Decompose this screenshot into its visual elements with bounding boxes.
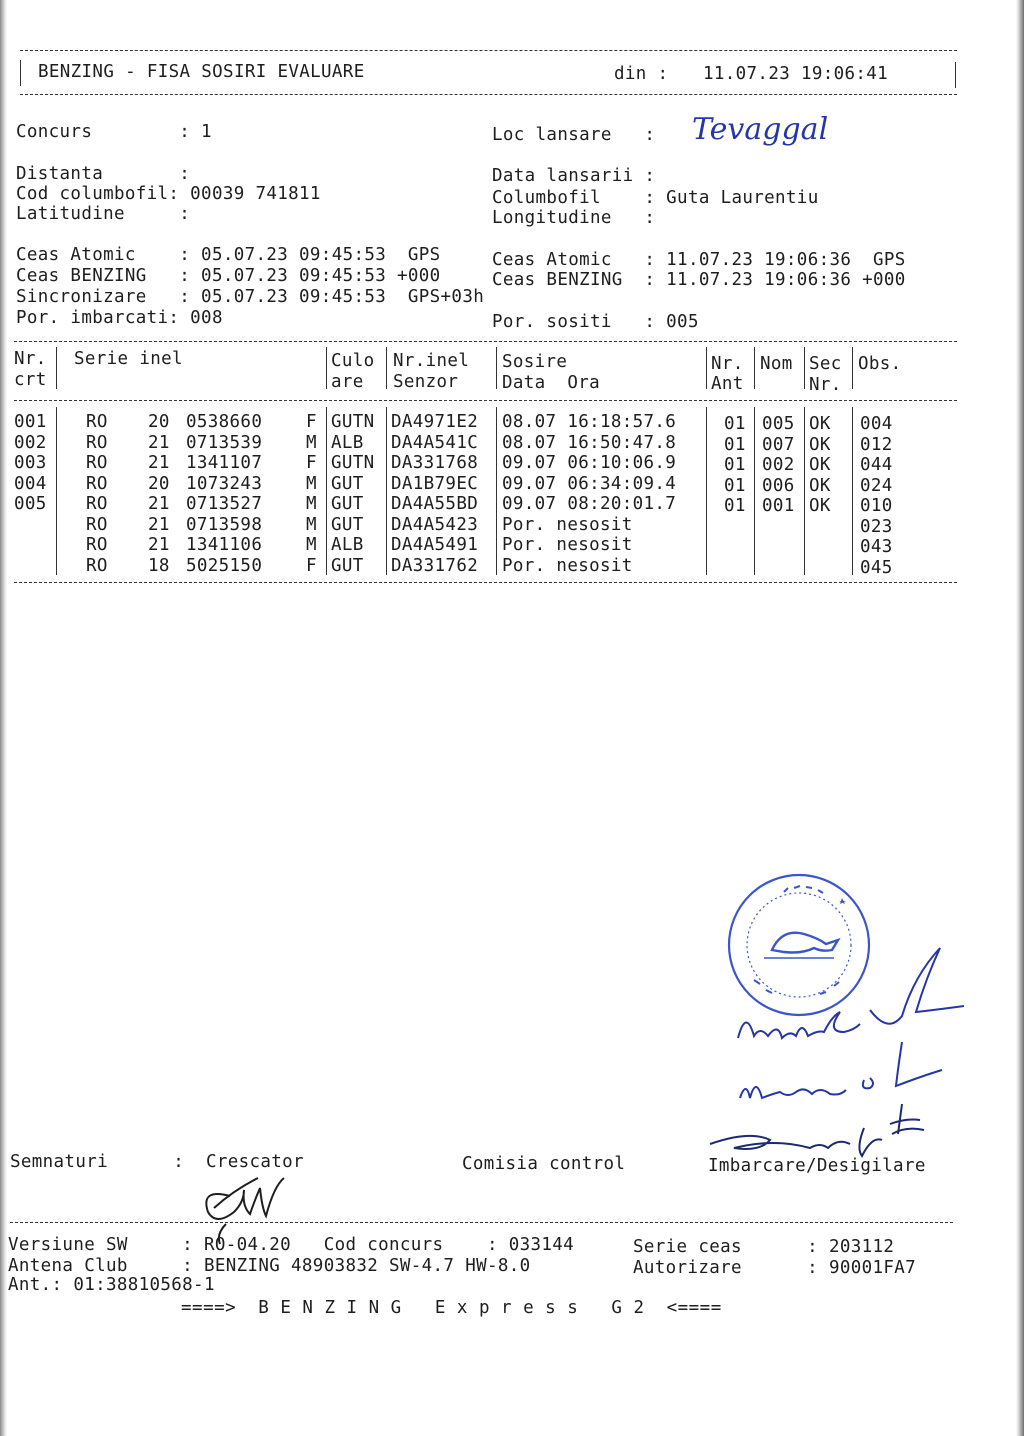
th-sosire: Sosire [502, 352, 568, 372]
cell-senzor: DA1B79EC [391, 473, 479, 494]
cell-inel: 1341107 [186, 453, 263, 473]
cell-tara: RO [86, 535, 108, 555]
cell-culoare: GUTN [331, 453, 375, 473]
cell-inel: 0713527 [186, 494, 263, 514]
cell-nom: 005 [762, 414, 795, 434]
cell-an: 18 [148, 555, 170, 576]
latitudine: Latitudine : [16, 204, 191, 224]
imbarcare-desigilare: Imbarcare/Desigilare [708, 1156, 926, 1176]
cell-sex: M [306, 432, 317, 453]
cell-sex: F [306, 412, 317, 432]
signature-2-icon [740, 1042, 942, 1098]
cell-nom: 001 [762, 496, 795, 516]
cell-nr: 004 [14, 473, 47, 494]
cell-tara: RO [86, 473, 108, 494]
cell-inel: 5025150 [186, 555, 263, 576]
cell-sosire: Por. nesosit [502, 514, 633, 535]
ceas-atomic-start: Ceas Atomic : 05.07.23 09:45:53 GPS [16, 245, 441, 265]
cell-obs: 024 [860, 475, 893, 496]
ceas-benzing-start: Ceas BENZING : 05.07.23 09:45:53 +000 [16, 266, 441, 286]
header-left-bar [20, 60, 21, 86]
ceas-atomic-end: Ceas Atomic : 11.07.23 19:06:36 GPS [492, 250, 906, 270]
cell-an: 21 [148, 494, 170, 514]
col-sep [706, 407, 707, 575]
cell-senzor: DA331762 [391, 555, 479, 576]
cell-senzor: DA4A541C [391, 432, 479, 453]
cell-ant: 01 [724, 434, 746, 455]
concurs: Concurs : 1 [16, 122, 212, 142]
cell-sosire: Por. nesosit [502, 555, 633, 576]
cell-inel: 1341106 [186, 535, 263, 555]
cell-an: 21 [148, 432, 170, 453]
col-sep [386, 407, 387, 575]
cell-obs: 004 [860, 414, 893, 434]
cell-sex: M [306, 473, 317, 494]
cell-nom: 007 [762, 434, 795, 455]
cell-senzor: DA4971E2 [391, 412, 479, 432]
comisia-control: Comisia control [462, 1154, 626, 1174]
header-top-border [20, 50, 957, 51]
table-bottom-border [14, 582, 957, 583]
cell-sex: M [306, 514, 317, 535]
cell-sec: OK [809, 434, 831, 455]
cell-ant: 01 [724, 475, 746, 496]
col-sep [804, 407, 805, 575]
cell-culoare: GUTN [331, 412, 375, 432]
col-sep [326, 407, 327, 575]
col-sep [852, 347, 853, 389]
th-nr-ant: Nr. [711, 354, 744, 374]
cell-nr: 005 [14, 494, 47, 514]
cell-sosire: 08.07 16:50:47.8 [502, 432, 677, 453]
porumbei-sositi: Por. sositi : 005 [492, 312, 699, 332]
th-nr-inel: Nr.inel [393, 351, 470, 371]
cell-culoare: ALB [331, 432, 364, 453]
cell-sosire: 09.07 08:20:01.7 [502, 494, 677, 514]
cell-an: 20 [148, 412, 170, 432]
cell-culoare: GUT [331, 494, 364, 514]
cell-obs: 044 [860, 455, 893, 475]
pigeon-icon [772, 933, 838, 953]
cell-senzor: DA331768 [391, 453, 479, 473]
th-ant: Ant [711, 374, 744, 394]
signature-3-icon [710, 1104, 924, 1156]
cell-nr: 001 [14, 412, 47, 432]
cell-ant: 01 [724, 455, 746, 475]
longitudine: Longitudine : [492, 208, 656, 228]
cell-tara: RO [86, 514, 108, 535]
th-data-ora: Data Ora [502, 373, 600, 393]
cell-senzor: DA4A55BD [391, 494, 479, 514]
th-senzor: Senzor [393, 372, 459, 392]
th-serie-inel: Serie inel [74, 349, 183, 369]
cell-obs: 012 [860, 434, 893, 455]
cell-an: 20 [148, 473, 170, 494]
th-nom: Nom [760, 354, 793, 374]
col-sep [754, 407, 755, 575]
col-sep [326, 347, 327, 389]
ceas-benzing-end: Ceas BENZING : 11.07.23 19:06:36 +000 [492, 270, 906, 290]
cell-nr: 002 [14, 432, 47, 453]
cell-an: 21 [148, 514, 170, 535]
cell-ant: 01 [724, 496, 746, 516]
cell-inel: 0538660 [186, 412, 263, 432]
commission-signatures [730, 960, 1010, 1160]
col-sep [56, 347, 57, 389]
cell-nom: 002 [762, 455, 795, 475]
header-bottom-border [20, 94, 957, 95]
cell-inel: 0713598 [186, 514, 263, 535]
cell-an: 21 [148, 535, 170, 555]
table-header-border [14, 400, 957, 401]
stamp-star-icon [839, 898, 846, 904]
cell-sex: M [306, 535, 317, 555]
th-sec: Sec [809, 354, 842, 374]
cell-sex: M [306, 494, 317, 514]
th-crt: crt [14, 370, 47, 390]
footer-border [10, 1222, 953, 1223]
cell-culoare: GUT [331, 473, 364, 494]
semnaturi-crescator: Semnaturi : Crescator [10, 1152, 304, 1172]
porumbei-imbarcati: Por. imbarcati: 008 [16, 308, 223, 328]
col-sep [56, 407, 57, 575]
cell-sex: F [306, 453, 317, 473]
cell-obs: 010 [860, 496, 893, 516]
cell-culoare: GUT [331, 514, 364, 535]
document-title: BENZING - FISA SOSIRI EVALUARE [38, 62, 365, 82]
cell-tara: RO [86, 432, 108, 453]
th-nr: Nr. [14, 349, 47, 369]
columbofil: Columbofil : Guta Laurentiu [492, 188, 819, 208]
cell-sec: OK [809, 496, 831, 516]
cell-sec: OK [809, 455, 831, 475]
cell-nom: 006 [762, 475, 795, 496]
data-lansarii: Data lansarii : [492, 166, 656, 186]
cell-obs: 043 [860, 537, 893, 557]
sincronizare: Sincronizare : 05.07.23 09:45:53 GPS+03h [16, 287, 485, 307]
cell-sosire: 09.07 06:10:06.9 [502, 453, 677, 473]
scan-edge-right [1016, 0, 1024, 1436]
ant-id: Ant.: 01:38810568-1 [8, 1275, 215, 1295]
cell-inel: 0713539 [186, 432, 263, 453]
col-sep [496, 347, 497, 389]
th-culo: Culo [331, 351, 375, 371]
cell-inel: 1073243 [186, 473, 263, 494]
cell-culoare: GUT [331, 555, 364, 576]
stamp-lettering-icon [784, 886, 823, 893]
header-right-bar [955, 62, 956, 88]
versiune-sw: Versiune SW : RO-04.20 Cod concurs : 033144 [8, 1235, 575, 1255]
breeder-signature [200, 1160, 290, 1230]
cell-senzor: DA4A5423 [391, 514, 479, 535]
serie-ceas: Serie ceas : 203112 [633, 1237, 895, 1257]
col-sep [852, 407, 853, 575]
scan-edge-left [0, 0, 7, 1436]
th-obs: Obs. [858, 354, 902, 374]
cell-tara: RO [86, 412, 108, 432]
cell-sosire: 09.07 06:34:09.4 [502, 473, 677, 494]
cell-an: 21 [148, 453, 170, 473]
col-sep [496, 407, 497, 575]
loc-lansare-handwritten: Tevaggal [692, 112, 829, 147]
benzing-express-banner: ====> B E N Z I N G E x p r e s s G 2 <==== [181, 1298, 722, 1318]
din-value: 11.07.23 19:06:41 [703, 64, 889, 84]
col-sep [706, 347, 707, 389]
col-sep [804, 347, 805, 389]
cell-ant: 01 [724, 414, 746, 434]
distanta: Distanta : [16, 164, 191, 184]
signature-1-icon [738, 948, 964, 1038]
cell-sosire: 08.07 16:18:57.6 [502, 412, 677, 432]
col-sep [754, 347, 755, 389]
loc-lansare-label: Loc lansare : [492, 125, 656, 145]
th-sec-nr: Nr. [809, 375, 842, 395]
cell-culoare: ALB [331, 535, 364, 555]
table-top-border [14, 341, 957, 342]
cell-tara: RO [86, 494, 108, 514]
th-are: are [331, 372, 364, 392]
cell-senzor: DA4A5491 [391, 535, 479, 555]
cell-obs: 045 [860, 557, 893, 578]
cell-sosire: Por. nesosit [502, 535, 633, 555]
cell-sex: F [306, 555, 317, 576]
cell-nr: 003 [14, 453, 47, 473]
cod-columbofil: Cod columbofil: 00039 741811 [16, 184, 321, 204]
din-label: din : [614, 64, 669, 84]
col-sep [386, 347, 387, 389]
antena-club: Antena Club : BENZING 48903832 SW-4.7 HW-8.0 [8, 1256, 531, 1276]
cell-sec: OK [809, 414, 831, 434]
cell-obs: 023 [860, 516, 893, 537]
autorizare: Autorizare : 90001FA7 [633, 1258, 917, 1278]
cell-sec: OK [809, 475, 831, 496]
cell-tara: RO [86, 453, 108, 473]
cell-tara: RO [86, 555, 108, 576]
